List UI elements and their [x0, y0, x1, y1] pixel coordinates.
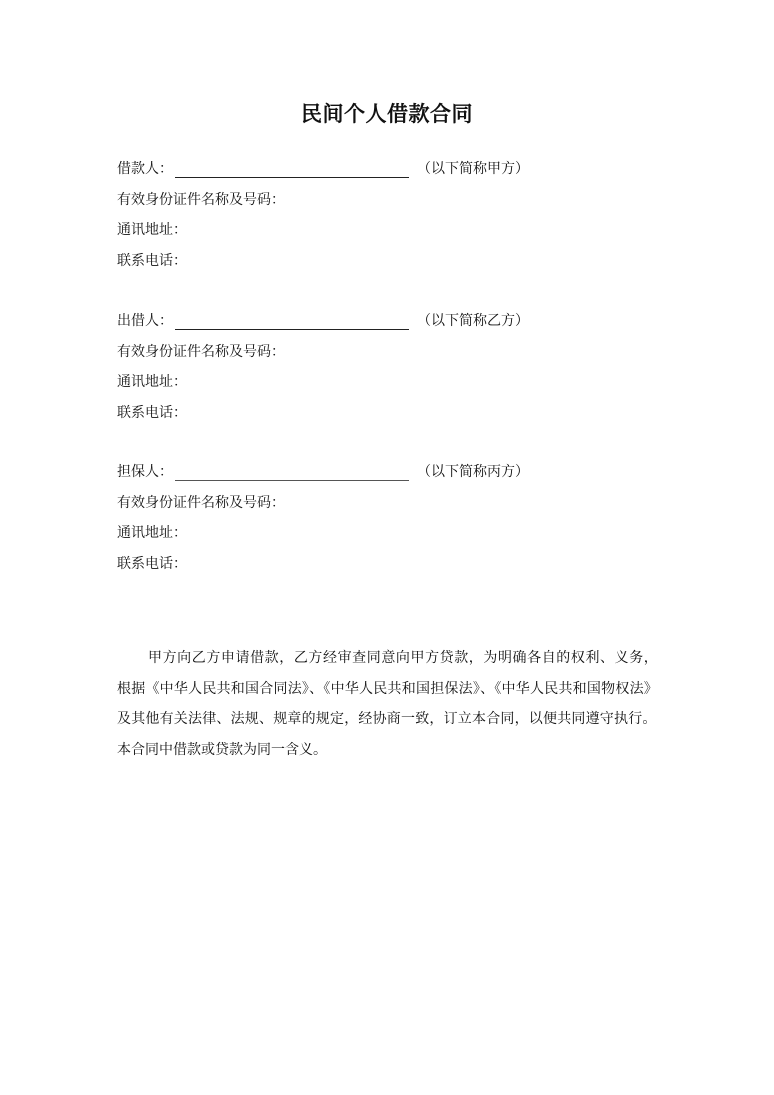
- guarantor-alias: （以下简称丙方）: [417, 464, 529, 480]
- guarantor-name-blank: [175, 463, 409, 481]
- lender-name-row: [117, 306, 677, 337]
- lender-phone-label: 联系电话：: [117, 404, 187, 421]
- contract-body: [117, 643, 658, 765]
- lender-name-blank: [175, 312, 409, 330]
- borrower-alias: （以下简称甲方）: [417, 161, 529, 177]
- guarantor-label: 担保人：: [117, 464, 173, 480]
- borrower-name-blank: [175, 160, 409, 178]
- borrower-section: [117, 154, 677, 276]
- lender-address-label: 通讯地址：: [117, 374, 187, 390]
- guarantor-phone-label: 联系电话：: [117, 555, 187, 572]
- lender-id-label: 有效身份证件名称及号码：: [117, 343, 285, 360]
- guarantor-id-label: 有效身份证件名称及号码：: [117, 494, 285, 511]
- borrower-address-label: 通讯地址：: [117, 222, 187, 238]
- guarantor-address-label: 通讯地址：: [117, 525, 187, 541]
- guarantor-name-row: [117, 457, 677, 488]
- lender-section: [117, 306, 677, 428]
- lender-label: 出借人：: [117, 313, 173, 329]
- borrower-id-label: 有效身份证件名称及号码：: [117, 191, 285, 208]
- preamble-paragraph: 甲方向乙方申请借款，乙方经审查同意向甲方贷款，为明确各自的权利、义务，根据《中华人民共和国合同法》、《中华人民共和国担保法》、《中华人民共和国物权法》及其他有关法律、法规、规章的规定，经协商一致，订立本合同，以便共同遵守执行。: [117, 650, 658, 727]
- definition-paragraph: 本合同中借款或贷款为同一含义。: [117, 741, 327, 758]
- borrower-name-row: [117, 154, 677, 185]
- document-title: 民间个人借款合同: [301, 102, 473, 126]
- lender-alias: （以下简称乙方）: [417, 313, 529, 329]
- borrower-phone-label: 联系电话：: [117, 252, 187, 269]
- borrower-label: 借款人：: [117, 161, 173, 177]
- guarantor-section: [117, 457, 677, 579]
